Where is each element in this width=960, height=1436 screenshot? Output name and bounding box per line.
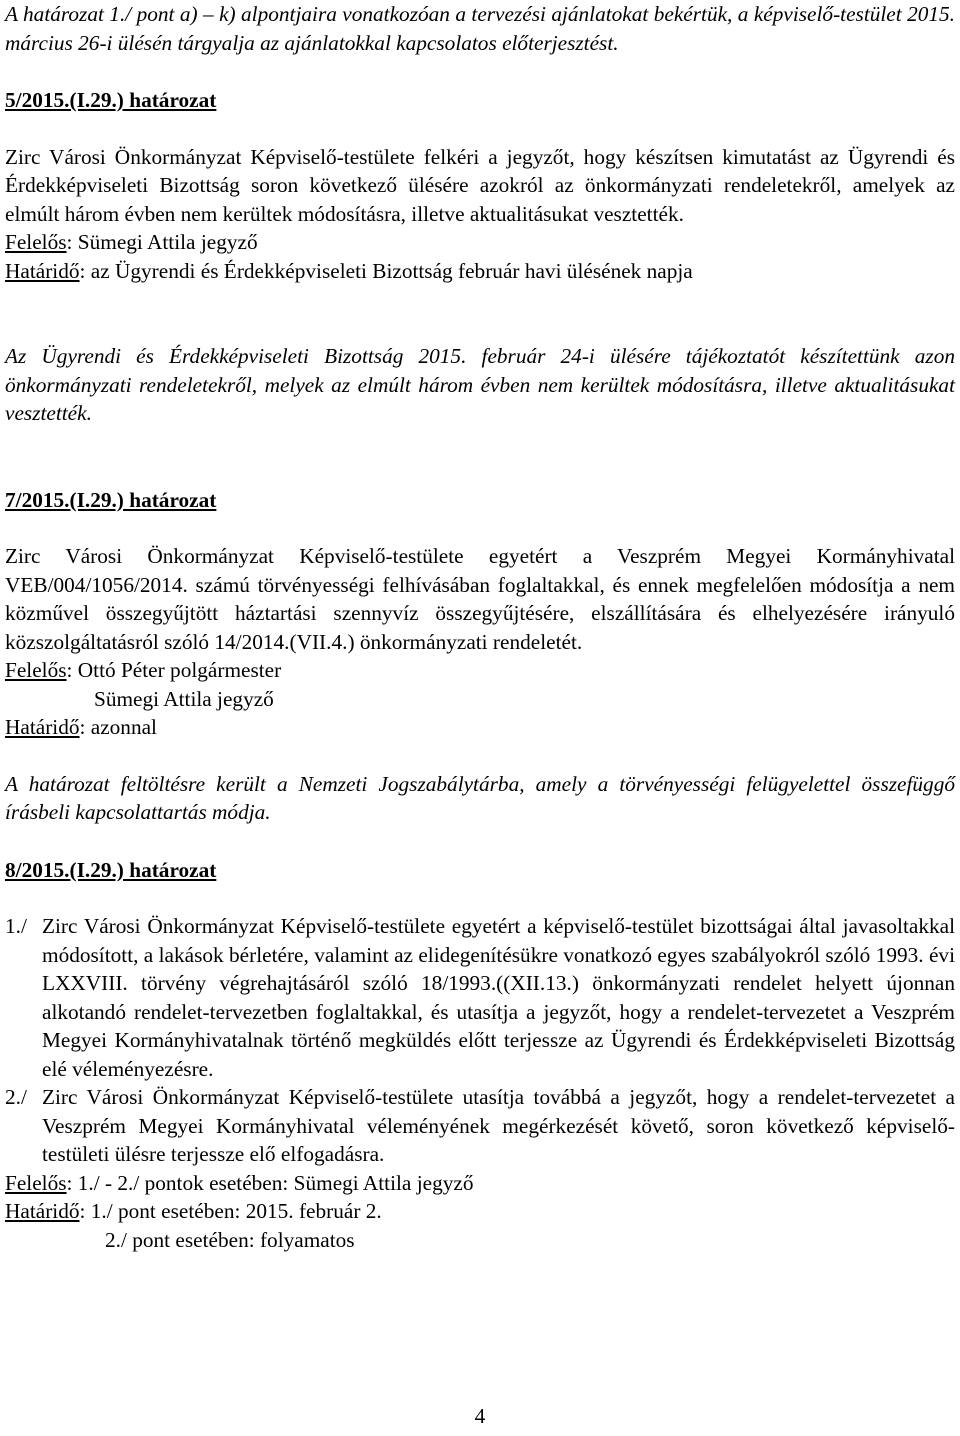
item-number: 1./ <box>5 914 27 938</box>
deadline-value: : 1./ pont esetében: 2015. február 2. <box>79 1199 382 1223</box>
deadline-value: : az Ügyrendi és Érdekképviseleti Bizottság február havi ülésének napja <box>79 258 693 283</box>
resolution-5-responsible <box>5 228 955 257</box>
list-item <box>5 912 955 1083</box>
resolution-5-body: Zirc Városi Önkormányzat Képviselő-testülete felkéri a jegyzőt, hogy készítsen kimutatást az Ügyrendi és Érdekképviseleti Bizottság soron következő ülésére azokról az önkormányzati rendeletekről, amelyek az elmúlt három évben nem kerültek módosításra, illetve aktualitásukat vesztették. <box>5 144 955 226</box>
resolution-7-responsible <box>5 656 955 685</box>
deadline-label: Határidő <box>5 258 80 283</box>
resolution-8-items <box>5 912 955 1169</box>
resolution-5-deadline <box>5 257 955 286</box>
document-body <box>5 0 955 1254</box>
resolution-7-deadline <box>5 713 955 742</box>
deadline-label: Határidő <box>5 1199 80 1223</box>
resolution-8-deadline <box>5 1197 955 1226</box>
resolution-5-note: Az Ügyrendi és Érdekképviseleti Bizottság 2015. február 24-i ülésére tájékoztatót készítettünk azon önkormányzati rendeletekről, melyek az elmúlt három évben nem kerültek módosításra, illetve aktualitásukat vesztették. <box>5 344 955 425</box>
resolution-5-title: 5/2015.(I.29.) határozat <box>5 88 217 112</box>
resolution-7-title: 7/2015.(I.29.) határozat <box>5 487 217 512</box>
intro-paragraph: A határozat 1./ pont a) – k) alpontjaira vonatkozóan a tervezési ajánlatokat bekértük, a képviselő-testület 2015. március 26-i ülésén tárgyalja az ajánlatokkal kapcsolatos előterjesztést. <box>5 2 955 55</box>
item-number: 2./ <box>5 1085 27 1109</box>
responsible-label: Felelős <box>5 658 67 682</box>
resolution-7-responsible-2: Sümegi Attila jegyző <box>94 686 274 711</box>
page-number: 4 <box>474 1404 486 1428</box>
resolution-8-deadline-2: 2./ pont esetében: folyamatos <box>105 1227 355 1252</box>
responsible-label: Felelős <box>5 1170 67 1195</box>
resolution-8-responsible <box>5 1169 955 1198</box>
responsible-value: : Ottó Péter polgármester <box>66 658 282 682</box>
resolution-7-body: Zirc Városi Önkormányzat Képviselő-testülete egyetért a Veszprém Megyei Kormányhivatal VEB/004/1056/2014. számú törvényességi felhívásában foglaltakkal, és ennek megfelelően módosítja a nem közművel összegyűjtött háztartási szennyvíz összegyűjtésére, elszállítására és elhelyezésére irányuló közszolgáltatásról szóló 14/2014.(VII.4.) önkormányzati rendeletét. <box>5 544 955 654</box>
deadline-value: : azonnal <box>79 715 157 739</box>
item-text: Zirc Városi Önkormányzat Képviselő-testülete egyetért a képviselő-testület bizottságai által javasoltakkal módosított, a lakások bérletére, valamint az elidegenítésükre vonatkozó egyes szabályokról szóló 1993. évi LXXVIII. törvény végrehajtásáról szóló 18/1993.((XII.13.) önkormányzati rendelet helyett újonnan alkotandó rendelet-tervezetben foglaltakkal, és utasítja a jegyzőt, hogy a rendelet-tervezetet a Veszprém Megyei Kormányhivatalnak történő megküldés előtt terjessze az Ügyrendi és Érdekképviseleti Bizottság elé véleményezésre. <box>42 914 955 1081</box>
list-item <box>5 1083 955 1169</box>
resolution-8-title: 8/2015.(I.29.) határozat <box>5 857 217 882</box>
responsible-value: : Sümegi Attila jegyző <box>66 230 258 254</box>
responsible-value: : 1./ - 2./ pontok esetében: Sümegi Attila jegyző <box>66 1170 474 1195</box>
resolution-7-note: A határozat feltöltésre került a Nemzeti Jogszabálytárba, amely a törvényességi felügyelettel összefüggő írásbeli kapcsolattartás módja. <box>5 771 955 824</box>
deadline-label: Határidő <box>5 715 80 739</box>
responsible-label: Felelős <box>5 230 67 254</box>
item-text: Zirc Városi Önkormányzat Képviselő-testülete utasítja továbbá a jegyzőt, hogy a rendelet-tervezetet a Veszprém Megyei Kormányhivatal véleményének megérkezését követő, soron következő képviselő-testületi ülésre terjessze elő elfogadásra. <box>42 1085 955 1166</box>
